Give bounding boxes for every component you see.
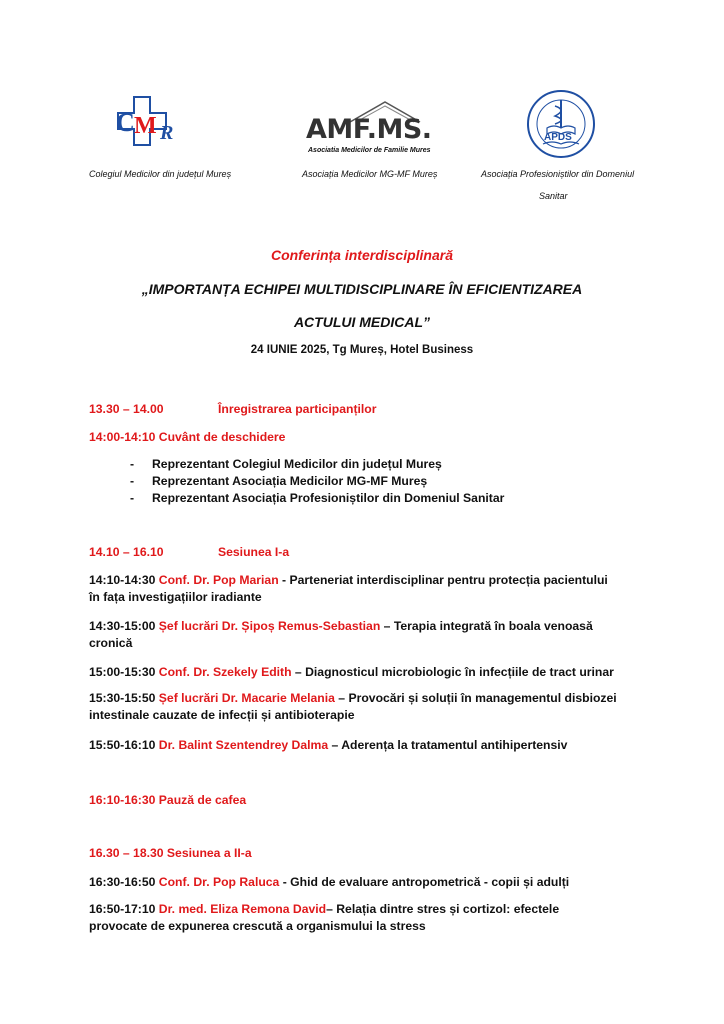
talk-time: 14:10-14:30 <box>89 573 156 587</box>
talk-1 <box>89 572 649 606</box>
talk-time: 15:30-15:50 <box>89 691 156 705</box>
opening-item-2: Reprezentant Asociația Medicilor MG-MF Mureș <box>152 474 428 488</box>
conference-title-line2: ACTULUI MEDICAL” <box>293 314 431 330</box>
talk-time: 15:50-16:10 <box>89 738 156 752</box>
talk-speaker: Șef lucrări Dr. Șipoș Remus-Sebastian <box>158 619 381 633</box>
logo-apds <box>525 88 597 160</box>
talk-title-cont: intestinale cauzate de infecții și antibioterapie <box>89 708 355 722</box>
medical-cross-logo-icon <box>110 95 190 155</box>
opening-label: 14:00-14:10 Cuvânt de deschidere <box>89 430 286 444</box>
registration-time: 13.30 – 14.00 <box>89 402 164 416</box>
talk-speaker: Conf. Dr. Pop Raluca <box>158 875 280 889</box>
talk-title: – Terapia integrată în boala venoasă <box>380 619 593 633</box>
caption-colegiul: Colegiul Medicilor din județul Mureș <box>89 169 232 179</box>
talk-time: 15:00-15:30 <box>89 665 156 679</box>
talk-3 <box>89 664 669 681</box>
talk-speaker: Dr. med. Eliza Remona David <box>158 902 327 916</box>
logo-amf <box>300 100 445 160</box>
talk-speaker: Șef lucrări Dr. Macarie Melania <box>158 691 335 705</box>
logo-cm <box>110 95 190 155</box>
talk-speaker: Dr. Balint Szentendrey Dalma <box>158 738 329 752</box>
talk-5 <box>89 737 669 754</box>
talk-title: – Aderența la tratamentul antihipertensiv <box>328 738 568 752</box>
talk-title-cont: cronică <box>89 636 133 650</box>
talk-speaker: Conf. Dr. Pop Marian <box>158 573 279 587</box>
session1-time: 14.10 – 16.10 <box>89 545 164 559</box>
registration-label: Înregistrarea participanților <box>218 402 377 416</box>
caption-apds-line2: Sanitar <box>539 191 568 201</box>
talk-7 <box>89 901 669 935</box>
svg-text:M: M <box>134 113 157 139</box>
talk-title: – Provocări și soluții în managementul disbiozei <box>334 691 617 705</box>
svg-text:R: R <box>160 122 174 144</box>
talk-4 <box>89 690 679 724</box>
caduceus-book-icon <box>525 88 597 160</box>
apds-logo-name: APDS <box>544 132 572 143</box>
svg-text:C: C <box>116 108 135 137</box>
session1-label: Sesiunea I-a <box>218 545 290 559</box>
bullet-dash: - <box>130 474 135 488</box>
talk-title: - Parteneriat interdisciplinar pentru protecția pacientului <box>278 573 608 587</box>
talk-title: – Diagnosticul microbiologic în infecțiile de tract urinar <box>291 665 614 679</box>
talk-title-cont: în fața investigațiilor iradiante <box>89 590 262 604</box>
amf-logo-subtitle: Asociatia Medicilor de Familie Mures <box>308 147 431 154</box>
talk-title: – Relația dintre stres și cortizol: efectele <box>326 902 560 916</box>
talk-title-cont: provocate de expunerea crescută a organismului la stress <box>89 919 426 933</box>
session2-label: 16.30 – 18.30 Sesiunea a II-a <box>89 846 252 860</box>
talk-time: 16:50-17:10 <box>89 902 156 916</box>
conference-date-place: 24 IUNIE 2025, Tg Mureș, Hotel Business <box>250 344 474 356</box>
talk-time: 14:30-15:00 <box>89 619 156 633</box>
talk-time: 16:30-16:50 <box>89 875 156 889</box>
opening-item-1: Reprezentant Colegiul Medicilor din județul Mureș <box>152 457 442 471</box>
talk-title: - Ghid de evaluare antropometrică - copii și adulți <box>279 875 570 889</box>
opening-item-3: Reprezentant Asociația Profesioniștilor din Domeniul Sanitar <box>152 491 505 505</box>
caption-apds-line1: Asociația Profesioniștilor din Domeniul <box>481 169 635 179</box>
caption-asociatia-mg-mf: Asociația Medicilor MG-MF Mureș <box>302 169 438 179</box>
amf-logo-name: AMF.MS. <box>306 114 432 145</box>
bullet-dash: - <box>130 457 135 471</box>
talk-6 <box>89 874 669 891</box>
talk-speaker: Conf. Dr. Szekely Edith <box>158 665 292 679</box>
talk-2 <box>89 618 649 652</box>
bullet-dash: - <box>130 491 135 505</box>
coffee-break: 16:10-16:30 Pauză de cafea <box>89 793 247 807</box>
conference-title-line1: „IMPORTANȚA ECHIPEI MULTIDISCIPLINARE ÎN EFICIENTIZAREA <box>141 281 583 297</box>
conference-kicker: Conferința interdisciplinară <box>270 247 454 263</box>
